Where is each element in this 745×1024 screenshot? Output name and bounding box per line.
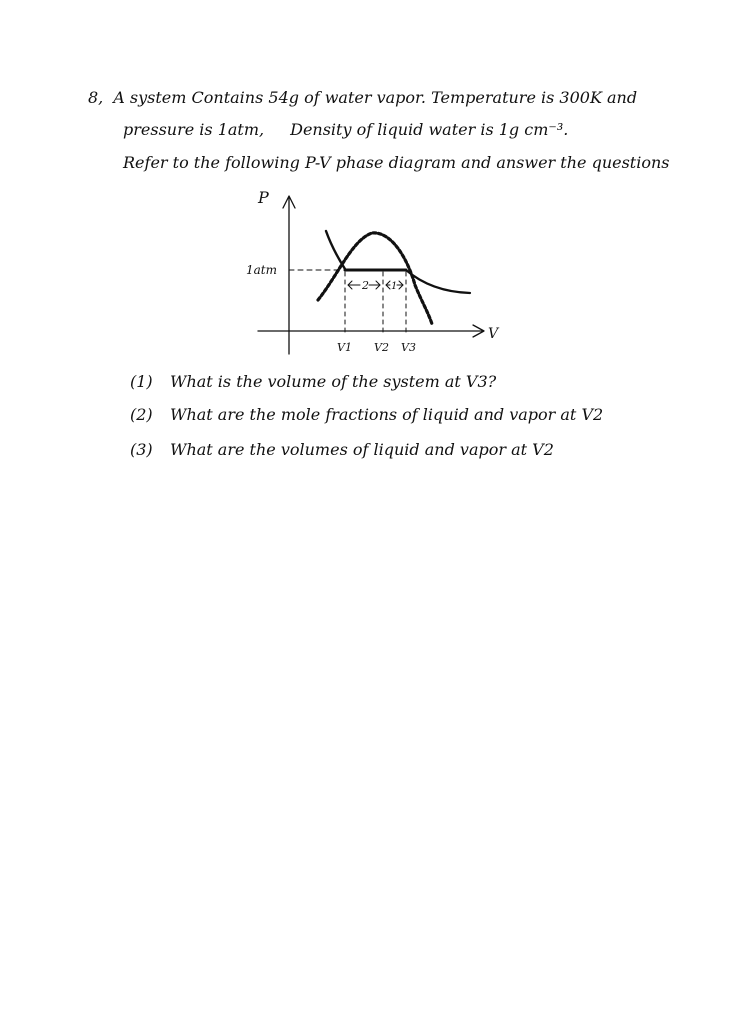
coexistence-dome [318,233,432,324]
question-2 [130,405,603,424]
question-3 [130,440,554,459]
y-axis-arrowhead [283,196,295,208]
tick-label-v1: V1 [337,341,352,354]
question-2-text: What are the mole fractions of liquid and vapor at V2 [170,405,604,424]
problem-line-1 [88,88,637,107]
problem-line-2 [123,120,568,139]
problem-line-1-text: A system Contains 54g of water vapor. Temperature is 300K and [113,88,638,107]
question-3-number: (3) [130,440,153,459]
diagram-reference: Refer to the following P-V phase diagram and answer the questions [123,153,670,172]
question-3-text: What are the volumes of liquid and vapor at V2 [170,440,554,459]
x-axis-arrowhead [473,325,484,337]
question-1 [130,372,496,391]
isotherm-liquid-branch [326,231,345,269]
problem-number: 8, [88,88,104,107]
isotherm-vapor-branch [406,270,470,293]
pressure-label: 1atm [246,263,277,277]
x-axis-label: V [488,326,499,342]
y-axis-label: P [258,188,269,207]
tick-label-v2: V2 [374,341,389,354]
interval-right-label: 1 [391,281,398,292]
question-1-number: (1) [130,372,153,391]
tick-label-v3: V3 [401,341,416,354]
question-1-text: What is the volume of the system at V3? [170,372,497,391]
pressure-statement: pressure is 1atm, [123,120,265,139]
problem-line-3 [123,153,670,172]
density-statement: Density of liquid water is 1g cm⁻³. [290,120,569,139]
interval-left-label: 2 [362,279,369,292]
question-2-number: (2) [130,405,153,424]
